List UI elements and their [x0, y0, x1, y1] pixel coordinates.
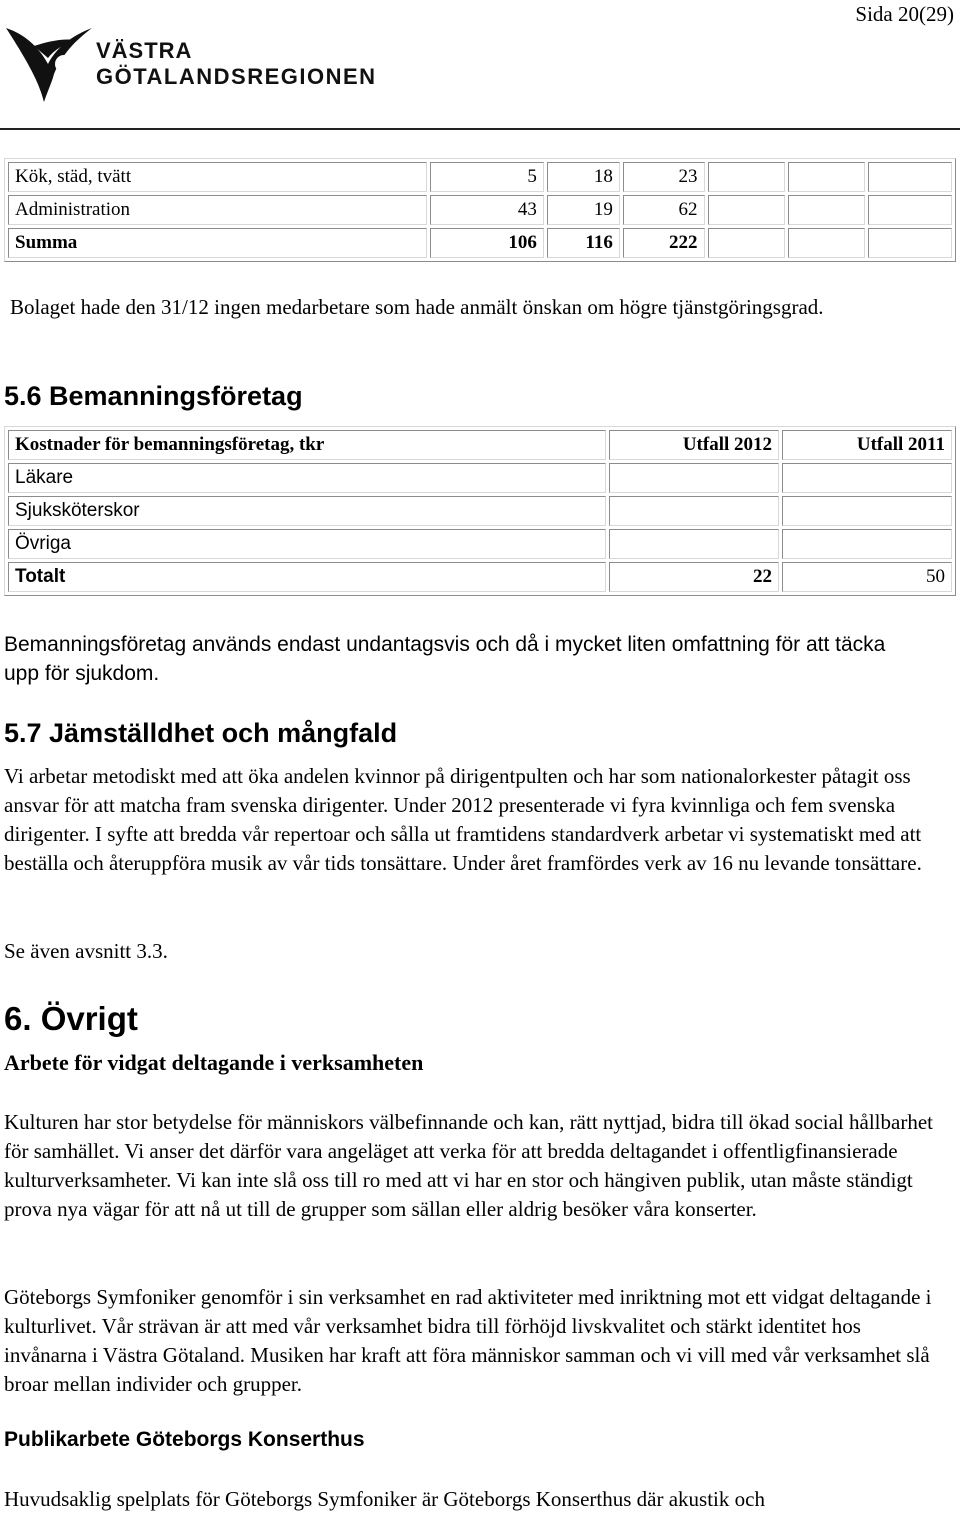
column-header: Utfall 2011	[782, 430, 952, 460]
section-heading-5-6: 5.6 Bemanningsföretag	[4, 381, 303, 411]
cell-value: 19	[547, 195, 620, 225]
row-label: Sjuksköterskor	[8, 496, 606, 526]
empty-cell	[788, 195, 865, 225]
cell-value: 222	[623, 228, 705, 258]
subheading-publikarbete: Publikarbete Göteborgs Konserthus	[4, 1428, 365, 1451]
paragraph-goteborgs-symfoniker: Göteborgs Symfoniker genomför i sin verksamhet en rad aktiviteter med inriktning mot ett vidgat deltagande i kulturlivet. Vår strävan är att med vår verksamhet bidra till förhöjd livskvalitet och stärkt identitet hos invånarna i Västra Götaland. Musiken har kraft att föra människor samman och vi vill med vår verksamhet slå broar mellan individer och grupper.	[4, 1285, 932, 1396]
vastra-gotalandsregionen-logo	[4, 24, 394, 104]
section-heading-6: 6. Övrigt	[4, 1000, 138, 1037]
empty-cell	[708, 162, 785, 192]
logo-wordmark	[96, 38, 377, 90]
row-label: Kök, städ, tvätt	[8, 162, 427, 192]
paragraph-jamstalldhet: Vi arbetar metodiskt med att öka andelen kvinnor på dirigentpulten och har som nationalorkester påtagit oss ansvar för att matcha fram svenska dirigenter. Under 2012 presenterade vi fyra kvinnliga och fem svenska dirigenter. I syfte att bredda vår repertoar och sålla ut framtidens standardverk arbetar vi systematiskt med att beställa och återuppföra musik av vår tids tonsättare. Under året framfördes verk av 16 nu levande tonsättare.	[4, 764, 922, 875]
row-label: Läkare	[8, 463, 606, 493]
table-row	[8, 562, 952, 592]
cell-value: 43	[430, 195, 544, 225]
logo-line2: GÖTALANDSREGIONEN	[96, 64, 377, 89]
cell-value	[782, 496, 952, 526]
paragraph-kulturen: Kulturen har stor betydelse för människors välbefinnande och kan, rätt nyttjad, bidra till ökad social hållbarhet för samhället. Vi anser det därför vara angeläget att verka för att bredda deltagandet i offentligfinansierade kulturverksamheter. Vi kan inte slå oss till ro med att vi har en stor och hängiven publik, utan måste ständigt prova nya vägar för att nå ut till de grupper som sällan eller aldrig besöker våra konserter.	[4, 1110, 933, 1221]
row-label: Summa	[8, 228, 427, 258]
region-emblem-icon	[4, 24, 94, 104]
empty-cell	[788, 228, 865, 258]
logo-line1: VÄSTRA	[96, 38, 193, 63]
cell-value: 116	[547, 228, 620, 258]
row-label: Totalt	[8, 562, 606, 592]
empty-cell	[868, 162, 952, 192]
empty-cell	[708, 228, 785, 258]
table-row	[8, 463, 952, 493]
table-row	[8, 529, 952, 559]
column-header: Utfall 2012	[609, 430, 779, 460]
table-row	[8, 195, 952, 225]
empty-cell	[788, 162, 865, 192]
column-header: Kostnader för bemanningsföretag, tkr	[8, 430, 606, 460]
empty-cell	[868, 195, 952, 225]
cell-value	[782, 529, 952, 559]
cell-value	[782, 463, 952, 493]
cell-value: 23	[623, 162, 705, 192]
cell-value: 22	[609, 562, 779, 592]
table-row	[8, 228, 952, 258]
paragraph-huvudsaklig: Huvudsaklig spelplats för Göteborgs Symfoniker är Göteborgs Konserthus där akustik och	[4, 1487, 765, 1511]
cell-value: 18	[547, 162, 620, 192]
table-header-row	[8, 430, 952, 460]
page-number: Sida 20(29)	[855, 2, 954, 26]
paragraph-bolaget: Bolaget hade den 31/12 ingen medarbetare som hade anmält önskan om högre tjänstgöringsgrad.	[10, 295, 824, 319]
row-label: Övriga	[8, 529, 606, 559]
cell-value	[609, 496, 779, 526]
cell-value: 50	[782, 562, 952, 592]
section-heading-5-7: 5.7 Jämställdhet och mångfald	[4, 718, 398, 748]
cell-value: 62	[623, 195, 705, 225]
subheading-vidgat-deltagande: Arbete för vidgat deltagande i verksamheten	[4, 1050, 424, 1075]
empty-cell	[868, 228, 952, 258]
empty-cell	[708, 195, 785, 225]
cell-value	[609, 529, 779, 559]
cell-value	[609, 463, 779, 493]
header-rule	[0, 128, 960, 130]
staff-table	[4, 158, 956, 262]
table-row	[8, 496, 952, 526]
cell-value: 106	[430, 228, 544, 258]
cell-value: 5	[430, 162, 544, 192]
row-label: Administration	[8, 195, 427, 225]
staffing-agency-table	[4, 426, 956, 596]
paragraph-see-also: Se även avsnitt 3.3.	[4, 939, 168, 963]
table-row	[8, 162, 952, 192]
paragraph-bemanning: Bemanningsföretag används endast undantagsvis och då i mycket liten omfattning för att täcka upp för sjukdom.	[4, 633, 886, 685]
